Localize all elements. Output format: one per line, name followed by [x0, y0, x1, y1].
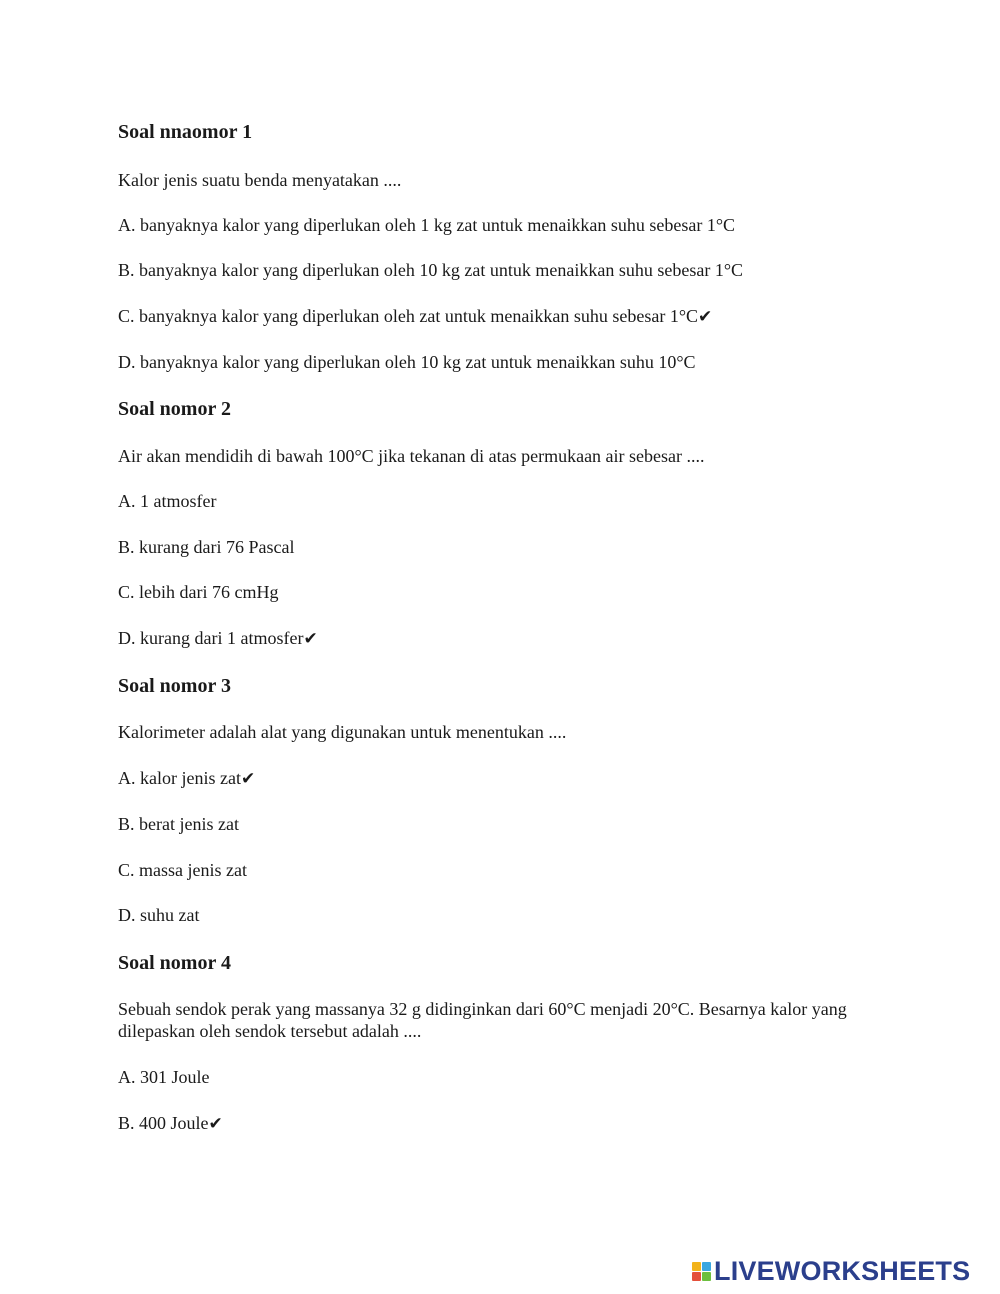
question-1-title: Soal nnaomor 1 — [118, 121, 253, 143]
question-4-option-b[interactable] — [118, 1112, 223, 1135]
option-label: C. banyaknya kalor yang diperlukan oleh zat untuk menaikkan suhu sebesar 1°C — [118, 306, 699, 326]
option-label: A. 301 Joule — [118, 1067, 210, 1087]
option-label: C. lebih dari 76 cmHg — [118, 582, 279, 602]
logo-square-icon — [702, 1272, 711, 1281]
question-1-option-b[interactable] — [118, 259, 743, 281]
question-4-option-a[interactable] — [118, 1066, 210, 1088]
check-mark-icon: ✔ — [208, 1114, 223, 1134]
option-label: B. kurang dari 76 Pascal — [118, 537, 295, 557]
check-mark-icon: ✔ — [303, 629, 318, 649]
option-label: A. 1 atmosfer — [118, 491, 217, 511]
option-label: B. berat jenis zat — [118, 814, 239, 834]
question-2-option-d[interactable] — [118, 627, 318, 650]
question-3-option-a[interactable] — [118, 767, 255, 790]
option-label: D. banyaknya kalor yang diperlukan oleh 10 kg zat untuk menaikkan suhu 10°C — [118, 352, 696, 372]
question-3-option-c[interactable] — [118, 859, 247, 881]
question-3-option-b[interactable] — [118, 813, 239, 835]
option-label: D. suhu zat — [118, 905, 200, 925]
question-2-option-b[interactable] — [118, 536, 294, 558]
question-3-text: Kalorimeter adalah alat yang digunakan untuk menentukan .... — [118, 722, 567, 742]
question-2-option-a[interactable] — [118, 490, 216, 512]
question-3-title: Soal nomor 3 — [118, 675, 231, 697]
option-label: B. 400 Joule — [118, 1113, 209, 1133]
liveworksheets-logo-icon — [692, 1262, 711, 1281]
question-1-option-d[interactable] — [118, 351, 696, 373]
option-label: A. kalor jenis zat — [118, 768, 241, 788]
logo-square-icon — [692, 1262, 701, 1271]
liveworksheets-logo — [692, 1256, 970, 1286]
question-3-option-d[interactable] — [118, 904, 199, 926]
logo-square-icon — [702, 1262, 711, 1271]
option-label: B. banyaknya kalor yang diperlukan oleh 10 kg zat untuk menaikkan suhu sebesar 1°C — [118, 260, 744, 280]
option-label: A. banyaknya kalor yang diperlukan oleh 1 kg zat untuk menaikkan suhu sebesar 1°C — [118, 215, 736, 235]
question-4-title: Soal nomor 4 — [118, 952, 231, 974]
question-1-option-a[interactable] — [118, 214, 735, 236]
question-2-text: Air akan mendidih di bawah 100°C jika tekanan di atas permukaan air sebesar .... — [118, 446, 705, 466]
question-2-option-c[interactable] — [118, 581, 278, 603]
question-2-title: Soal nomor 2 — [118, 398, 231, 420]
question-4-text: Sebuah sendok perak yang massanya 32 g didinginkan dari 60°C menjadi 20°C. Besarnya kalor yang dilepaskan oleh sendok tersebut adalah .... — [118, 999, 847, 1041]
option-label: C. massa jenis zat — [118, 860, 247, 880]
question-1-text: Kalor jenis suatu benda menyatakan .... — [118, 170, 402, 190]
check-mark-icon: ✔ — [240, 769, 256, 789]
brand-name: LIVEWORKSHEETS — [714, 1255, 971, 1286]
question-1-option-c[interactable] — [118, 305, 712, 328]
logo-square-icon — [692, 1272, 701, 1281]
check-mark-icon: ✔ — [698, 307, 713, 327]
option-label: D. kurang dari 1 atmosfer — [118, 628, 304, 648]
